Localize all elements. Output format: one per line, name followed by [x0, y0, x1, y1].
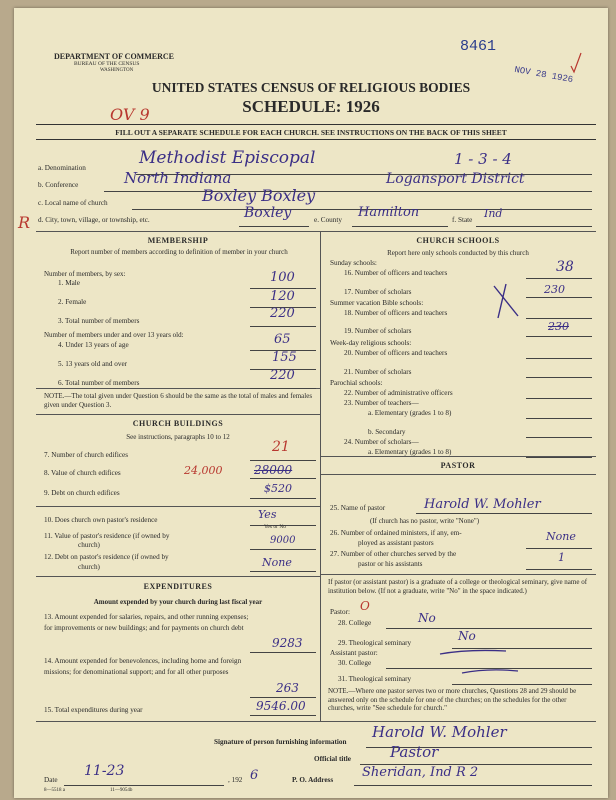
q26-label: 26. Number of ordained ministers, if any, em-	[330, 529, 462, 537]
county-label: e. County	[314, 216, 342, 224]
q15-value[interactable]: 9546.00	[256, 699, 306, 713]
q12-label-cont: church)	[78, 563, 100, 571]
q8-correction[interactable]: 24,000	[184, 464, 223, 477]
schools-note: Report here only schools conducted by this church	[387, 249, 529, 257]
q21-label: 21. Number of scholars	[344, 368, 412, 376]
q3-label: 3. Total number of members	[58, 317, 140, 325]
q26-value[interactable]: None	[546, 530, 576, 543]
q24-label: 24. Number of scholars—	[344, 438, 419, 446]
q7-label: 7. Number of church edifices	[44, 451, 129, 459]
q23-label: 23. Number of teachers—	[344, 399, 419, 407]
sunday-schools-label: Sunday schools:	[330, 259, 377, 267]
membership-note: Report number of members according to definition of member in your church	[70, 248, 288, 256]
q13-value[interactable]: 9283	[272, 636, 303, 650]
official-title-label: Official title	[314, 755, 351, 763]
sex-label: Number of members, by sex:	[44, 270, 126, 278]
checkmark-icon	[570, 52, 582, 74]
q8-value[interactable]: 28000	[254, 463, 293, 477]
expenditures-heading: EXPENDITURES	[143, 582, 213, 591]
q11-label-cont: church)	[78, 541, 100, 549]
pastor-heading: PASTOR	[440, 461, 476, 470]
dash-mark-icon	[438, 644, 508, 654]
q10-label: 10. Does church own pastor's residence	[44, 516, 158, 524]
q5-value[interactable]: 155	[272, 350, 297, 365]
q28-value[interactable]: No	[418, 611, 436, 625]
weekday-schools-label: Week-day religious schools:	[330, 339, 412, 347]
date-value[interactable]: 11-23	[84, 763, 125, 779]
margin-mark: R	[18, 213, 31, 232]
signature-value[interactable]: Harold W. Mohler	[372, 723, 507, 741]
instructions-banner: FILL OUT A SEPARATE SCHEDULE FOR EACH CHURCH. SEE INSTRUCTIONS ON THE BACK OF THIS SHEET	[115, 128, 507, 137]
denomination-label: a. Denomination	[38, 164, 86, 172]
membership-footnote: NOTE.—The total given under Question 6 should be the same as the total of males and females given under Question 3.	[44, 392, 313, 409]
parochial-schools-label: Parochial schools:	[330, 379, 383, 387]
q23a-label: a. Elementary (grades 1 to 8)	[368, 409, 452, 417]
age-label: Number of members under and over 13 years old:	[44, 331, 184, 339]
q15-label: 15. Total expenditures during year	[44, 706, 143, 714]
q16-label: 16. Number of officers and teachers	[344, 269, 448, 277]
q23b-label: b. Secondary	[368, 428, 406, 436]
dash-mark-2-icon	[460, 663, 520, 673]
q17-value[interactable]: 230	[544, 283, 565, 296]
q27-value[interactable]: 1	[558, 551, 565, 564]
q25-note: (If church has no pastor, write "None")	[370, 517, 480, 525]
q27-label-cont: pastor or his assistants	[358, 560, 423, 568]
date-label: Date	[44, 776, 58, 784]
signature-label: Signature of person furnishing information	[214, 738, 347, 746]
state-value[interactable]: Ind	[484, 207, 503, 220]
bureau-label: BUREAU OF THE CENSUS	[74, 61, 140, 67]
q7-value[interactable]: 21	[272, 439, 290, 455]
buildings-heading: CHURCH BUILDINGS	[132, 419, 224, 428]
county-value[interactable]: Hamilton	[358, 205, 420, 220]
pastor-footnote: NOTE.—Where one pastor serves two or more churches, Questions 28 and 29 should be answered only on the schedule for one of the churches; on the schedules for the other churches, write "See schedule for church."	[328, 687, 577, 712]
buildings-note: See instructions, paragraphs 10 to 12	[126, 433, 230, 441]
q5-label: 5. 13 years old and over	[58, 360, 128, 368]
q22-label: 22. Number of administrative officers	[344, 389, 453, 397]
date-received-stamp: NOV 28 1926	[513, 64, 574, 86]
q14-value[interactable]: 263	[276, 681, 299, 695]
conference-value[interactable]: North Indiana	[124, 169, 232, 187]
q29-value[interactable]: No	[458, 629, 476, 643]
q12-value[interactable]: None	[262, 556, 292, 569]
city-value[interactable]: Boxley	[244, 205, 292, 221]
state-label: f. State	[452, 216, 473, 224]
form-title: UNITED STATES CENSUS OF RELIGIOUS BODIES	[151, 80, 471, 95]
q9-label: 9. Debt on church edifices	[44, 489, 120, 497]
po-address-label: P. O. Address	[292, 776, 334, 784]
form-code: 8—5518 a	[44, 788, 65, 793]
conference-district[interactable]: Logansport District	[386, 171, 525, 187]
po-address-value[interactable]: Sheridan, Ind R 2	[362, 765, 479, 780]
schools-heading: CHURCH SCHOOLS	[416, 236, 500, 245]
assistant-pastor-label: Assistant pastor:	[330, 649, 378, 657]
q6-label: 6. Total number of members	[58, 379, 140, 387]
department-label: DEPARTMENT OF COMMERCE	[54, 52, 175, 61]
q11-label: 11. Value of pastor's residence (if owned by	[44, 532, 170, 540]
q2-label: 2. Female	[58, 298, 87, 306]
expenditures-note: Amount expended by your church during last fiscal year	[93, 598, 263, 606]
handwritten-code: OV 9	[110, 105, 150, 124]
q19-label: 19. Number of scholars	[344, 327, 412, 335]
q9-value[interactable]: $520	[264, 482, 292, 495]
q25-label: 25. Name of pastor	[330, 504, 386, 512]
census-form	[14, 8, 608, 798]
q30-label: 30. College	[338, 659, 372, 667]
official-title-value[interactable]: Pastor	[390, 743, 439, 761]
year-suffix[interactable]: 6	[250, 768, 259, 783]
q10-value[interactable]: Yes	[258, 508, 277, 521]
q3-value[interactable]: 220	[270, 306, 295, 321]
pastor-mark: O	[360, 599, 370, 613]
cross-out-icon	[488, 280, 524, 322]
q20-label: 20. Number of officers and teachers	[344, 349, 448, 357]
membership-heading: MEMBERSHIP	[147, 236, 209, 245]
q27-label: 27. Number of other churches served by the	[330, 550, 457, 558]
location-label: WASHINGTON	[100, 68, 134, 73]
city-label: d. City, town, village, or township, etc.	[38, 216, 150, 224]
q18-label: 18. Number of officers and teachers	[344, 309, 448, 317]
q11-value[interactable]: 9000	[270, 535, 296, 546]
q14-label: 14. Amount expended for benevolences, including home and foreign missions; for denominational support; and for all other purposes	[44, 657, 242, 676]
q8-label: 8. Value of church edifices	[44, 469, 121, 477]
q1-value[interactable]: 100	[270, 270, 295, 285]
church-name-label: c. Local name of church	[38, 199, 108, 207]
q28-label: 28. College	[338, 619, 372, 627]
seminary-instruction: If pastor (or assistant pastor) is a graduate of a college or theological seminary, give name of institution below. (If not a graduate, write "No" in the space indicated.)	[328, 578, 588, 595]
q4-label: 4. Under 13 years of age	[58, 341, 129, 349]
denomination-code[interactable]: 1 - 3 - 4	[454, 150, 512, 168]
q4-value[interactable]: 65	[274, 332, 291, 347]
q17-label: 17. Number of scholars	[344, 288, 412, 296]
yes-or-no-hint: Yes or No	[264, 524, 287, 530]
q24a-label: a. Elementary (grades 1 to 8)	[368, 448, 452, 456]
q19-value[interactable]: 230	[548, 320, 569, 333]
q1-label: 1. Male	[58, 279, 80, 287]
church-name-value[interactable]: Boxley Boxley	[202, 186, 316, 205]
print-code: 11—9054b	[110, 788, 133, 793]
form-subtitle: SCHEDULE: 1926	[242, 97, 380, 116]
q2-value[interactable]: 120	[270, 289, 295, 304]
q31-label: 31. Theological seminary	[338, 675, 412, 683]
denomination-value[interactable]: Methodist Episcopal	[139, 148, 316, 168]
q6-value[interactable]: 220	[270, 368, 295, 383]
file-number-stamp: 8461	[460, 38, 497, 55]
q26-label-cont: ployed as assistant pastors	[358, 539, 434, 547]
q29-label: 29. Theological seminary	[338, 639, 412, 647]
vacation-schools-label: Summer vacation Bible schools:	[330, 299, 424, 307]
q16-value[interactable]: 38	[556, 259, 574, 275]
pastor-sub-label: Pastor:	[330, 608, 350, 616]
q25-value[interactable]: Harold W. Mohler	[424, 497, 541, 512]
q12-label: 12. Debt on pastor's residence (if owned by	[44, 553, 169, 561]
q13-label: 13. Amount expended for salaries, repairs, and other running expenses; for improvements or new buildings; and for payments on church debt	[44, 613, 249, 632]
year-label: , 192	[228, 776, 243, 784]
conference-label: b. Conference	[38, 181, 79, 189]
